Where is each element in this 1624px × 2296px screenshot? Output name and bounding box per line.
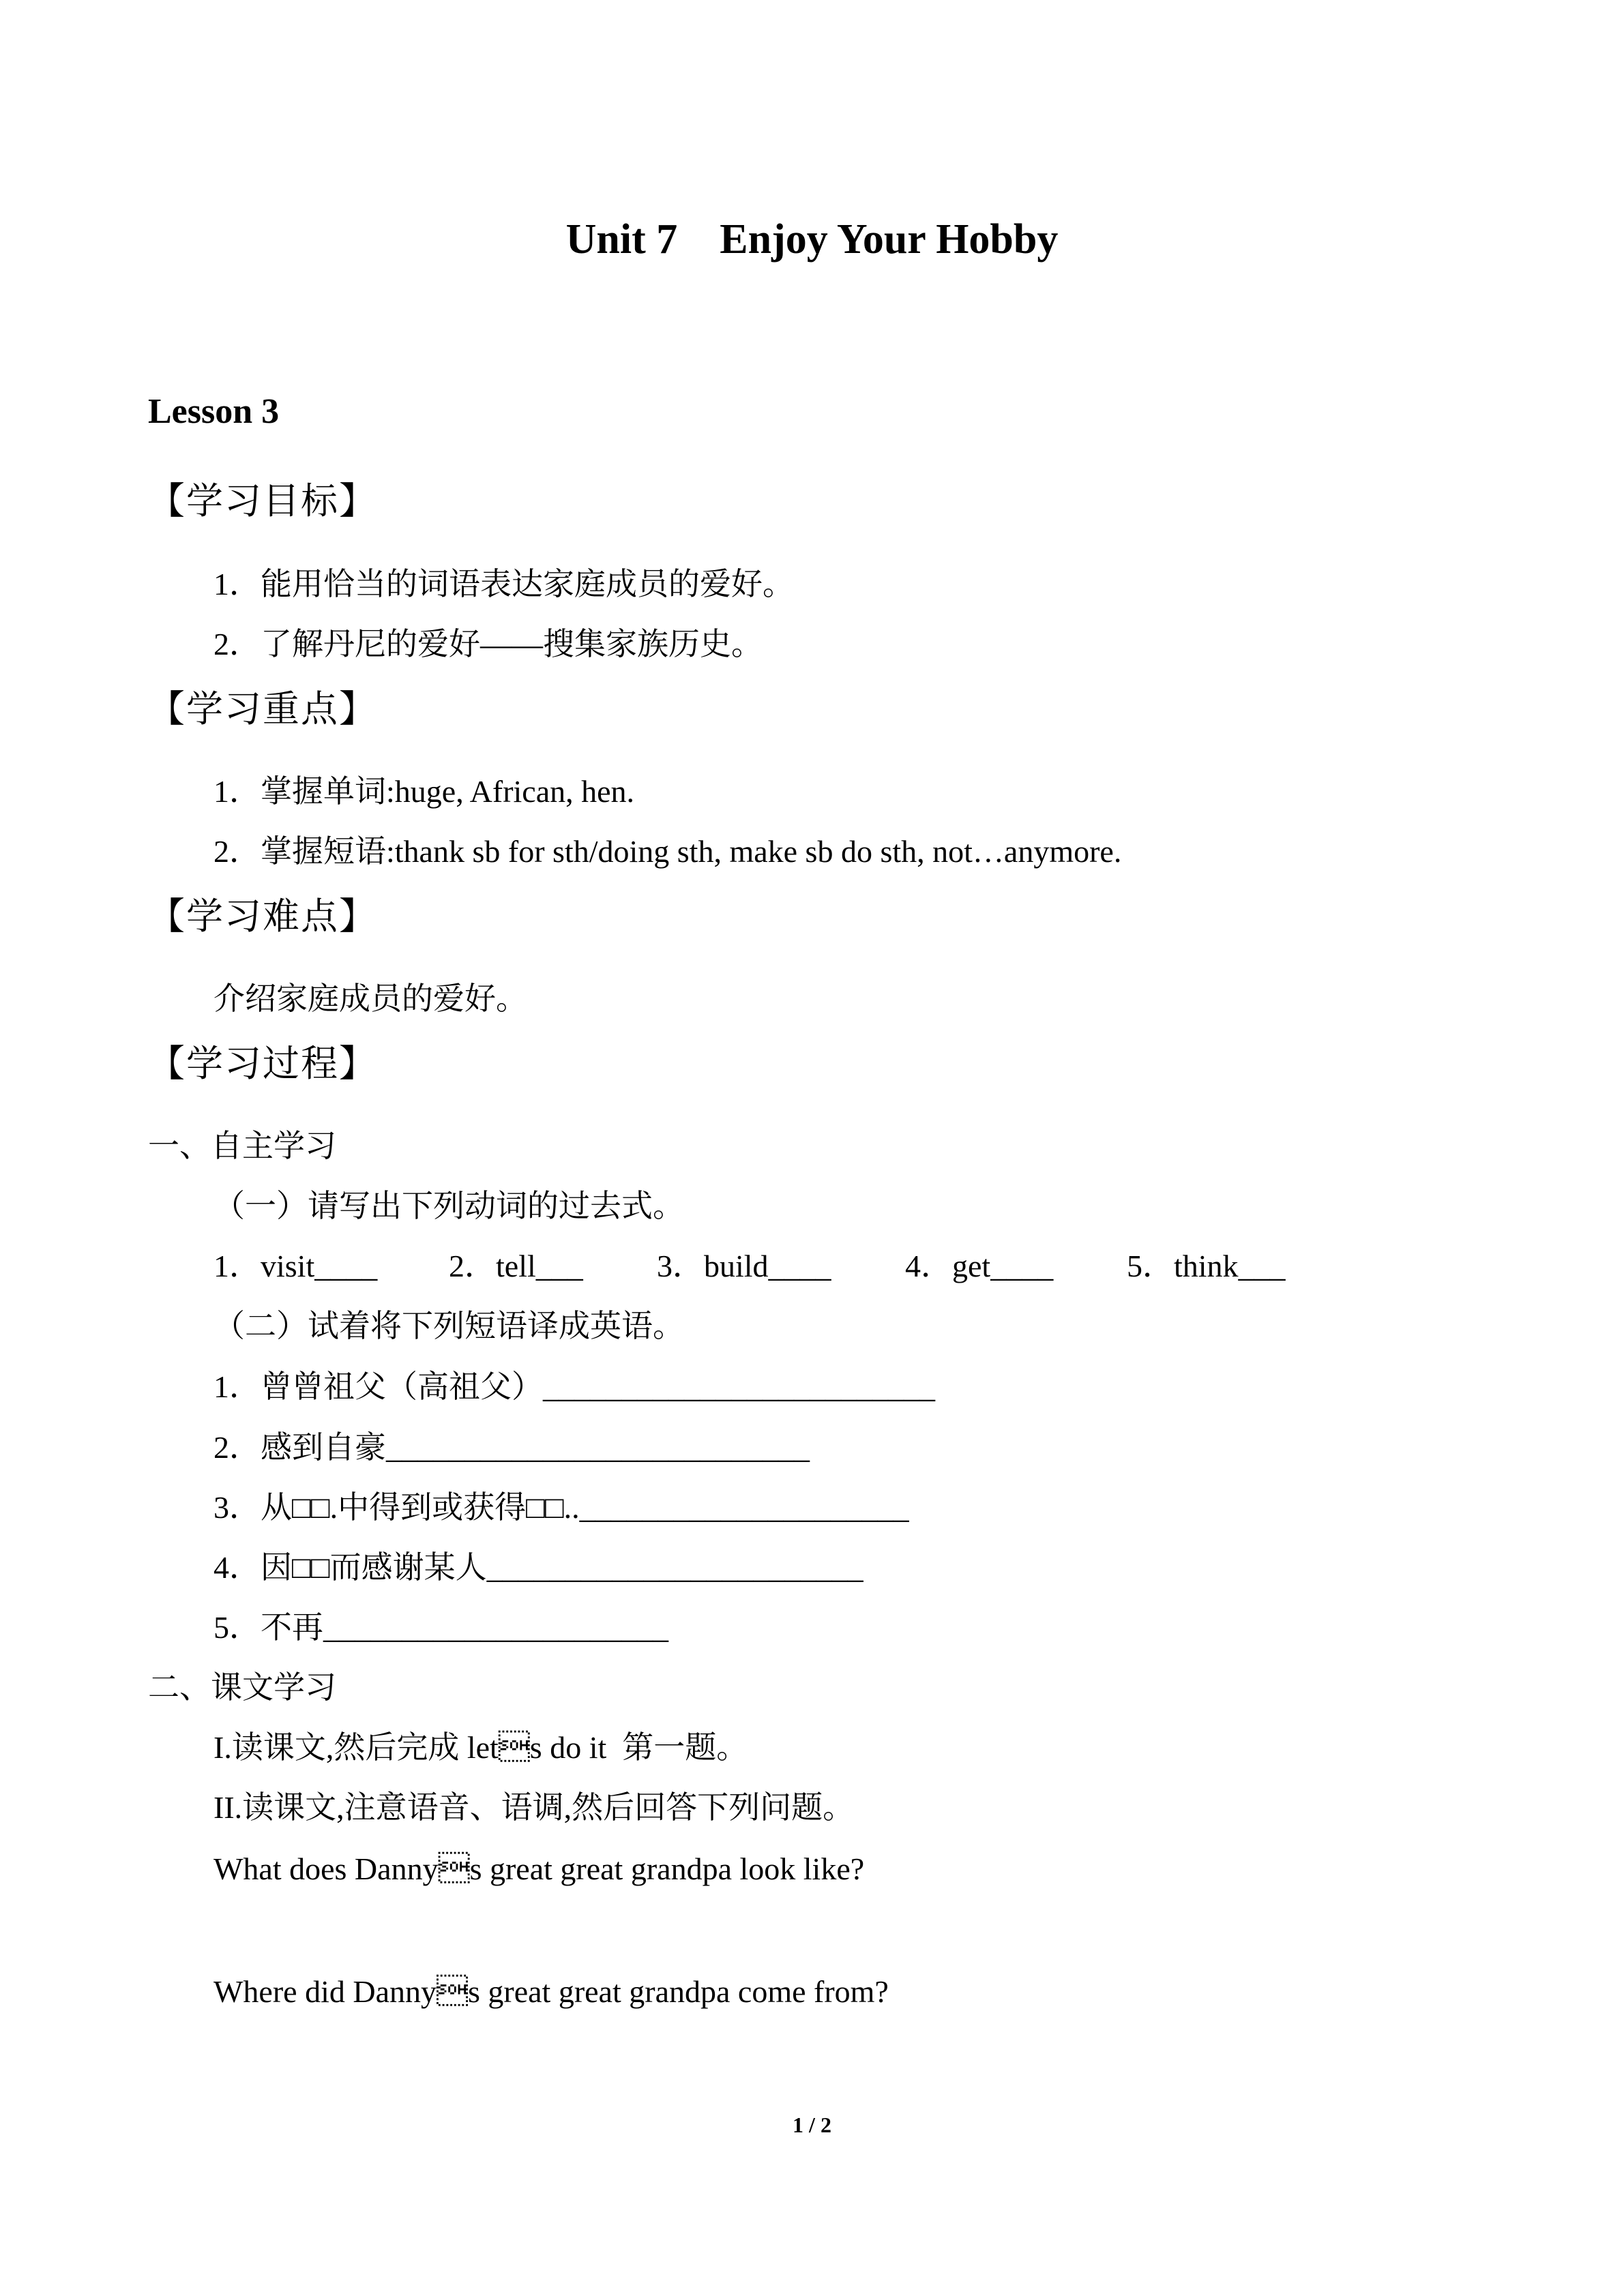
translation-item: 2．感到自豪___________________________ bbox=[213, 1430, 810, 1465]
text-study-item: II.读课文,注意语音、语调,然后回答下列问题。 bbox=[213, 1790, 855, 1825]
key-point-item: 1．掌握单词:huge, African, hen. bbox=[213, 774, 635, 809]
lesson-heading: Lesson 3 bbox=[148, 392, 280, 431]
document-title: Unit 7 Enjoy Your Hobby bbox=[565, 216, 1059, 263]
past-tense-item: 4．get____ bbox=[905, 1249, 1054, 1283]
translation-item: 3．从□□.中得到或获得□□.._____________________ bbox=[213, 1490, 909, 1525]
translation-item: 1．曾曾祖父（高祖父）_________________________ bbox=[213, 1369, 935, 1404]
goal-item: 1．能用恰当的词语表达家庭成员的爱好。 bbox=[213, 567, 794, 601]
past-tense-item: 1．visit____ bbox=[213, 1249, 378, 1283]
text-study-heading: 二、课文学习 bbox=[148, 1670, 336, 1705]
goals-heading: 【学习目标】 bbox=[148, 479, 377, 522]
past-tense-item: 2．tell___ bbox=[449, 1249, 583, 1283]
self-study-heading: 一、自主学习 bbox=[148, 1129, 336, 1163]
text-study-item: I.读课文,然后完成 lets do it 第一题。 bbox=[213, 1730, 748, 1765]
question-item: Where did Dannys great great grandpa come from? bbox=[213, 1974, 889, 2009]
key-point-item: 2．掌握短语:thank sb for sth/doing sth, make sb do sth, not…anymore. bbox=[213, 834, 1122, 869]
question-item: What does Dannys great great grandpa look like? bbox=[213, 1851, 865, 1886]
past-tense-item: 5．think___ bbox=[1127, 1249, 1286, 1283]
translation-instruction: （二）试着将下列短语译成英语。 bbox=[213, 1309, 684, 1343]
goal-item: 2．了解丹尼的爱好——搜集家族历史。 bbox=[213, 627, 763, 661]
past-tense-instruction: （一）请写出下列动词的过去式。 bbox=[213, 1189, 684, 1223]
difficulties-heading: 【学习难点】 bbox=[148, 895, 377, 938]
translation-item: 5．不再______________________ bbox=[213, 1610, 668, 1645]
process-heading: 【学习过程】 bbox=[148, 1042, 377, 1085]
page-number: 1 / 2 bbox=[793, 2113, 831, 2137]
difficulty-item: 介绍家庭成员的爱好。 bbox=[213, 981, 527, 1016]
translation-item: 4．因□□而感谢某人________________________ bbox=[213, 1550, 863, 1585]
past-tense-item: 3．build____ bbox=[657, 1249, 831, 1283]
key-points-heading: 【学习重点】 bbox=[148, 687, 377, 730]
